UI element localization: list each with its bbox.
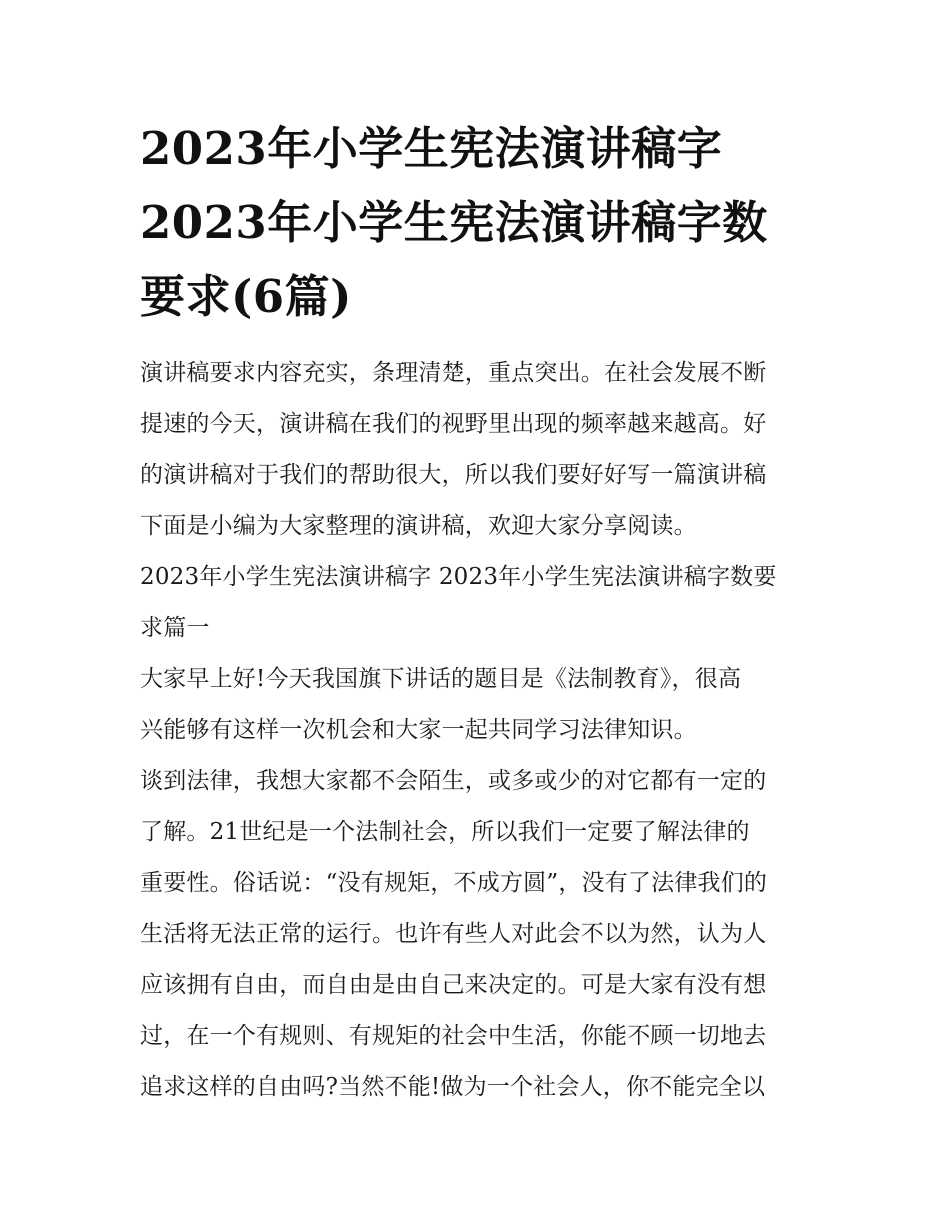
body-paragraph bbox=[140, 756, 812, 1113]
document-body bbox=[140, 348, 812, 1113]
title-line: 2023年小学生宪法演讲稿字数 bbox=[140, 196, 768, 249]
text-line: 兴能够有这样一次机会和大家一起共同学习法律知识。 bbox=[140, 717, 697, 743]
text-line: 重要性。俗话说：“没有规矩，不成方圆”，没有了法律我们的 bbox=[140, 870, 768, 896]
text-line: 应该拥有自由，而自由是由自己来决定的。可是大家有没有想 bbox=[140, 972, 767, 998]
text-line: 谈到法律，我想大家都不会陌生，或多或少的对它都有一定的 bbox=[140, 768, 767, 794]
text-line: 提速的今天，演讲稿在我们的视野里出现的频率越来越高。好 bbox=[140, 411, 767, 437]
text-line: 过，在一个有规则、有规矩的社会中生活，你能不顾一切地去 bbox=[140, 1023, 767, 1049]
document-page bbox=[140, 112, 812, 1113]
intro-paragraph bbox=[140, 348, 812, 552]
text-line: 2023年小学生宪法演讲稿字 2023年小学生宪法演讲稿字数要 bbox=[140, 564, 777, 590]
text-line: 下面是小编为大家整理的演讲稿，欢迎大家分享阅读。 bbox=[140, 513, 697, 539]
text-line: 的演讲稿对于我们的帮助很大，所以我们要好好写一篇演讲稿 bbox=[140, 462, 767, 488]
title-line: 要求(6篇) bbox=[140, 270, 352, 323]
text-line: 追求这样的自由吗?当然不能!做为一个社会人，你不能完全以 bbox=[140, 1074, 766, 1100]
section-heading-paragraph bbox=[140, 552, 812, 654]
title-line: 2023年小学生宪法演讲稿字 bbox=[140, 122, 723, 175]
greeting-paragraph bbox=[140, 654, 812, 756]
text-line: 大家早上好!今天我国旗下讲话的题目是《法制教育》，很高 bbox=[140, 666, 742, 692]
text-line: 生活将无法正常的运行。也许有些人对此会不以为然，认为人 bbox=[140, 921, 767, 947]
text-line: 演讲稿要求内容充实，条理清楚，重点突出。在社会发展不断 bbox=[140, 360, 767, 386]
text-line: 求篇一 bbox=[140, 615, 210, 641]
text-line: 了解。21世纪是一个法制社会，所以我们一定要了解法律的 bbox=[140, 819, 750, 845]
document-title bbox=[140, 112, 812, 334]
